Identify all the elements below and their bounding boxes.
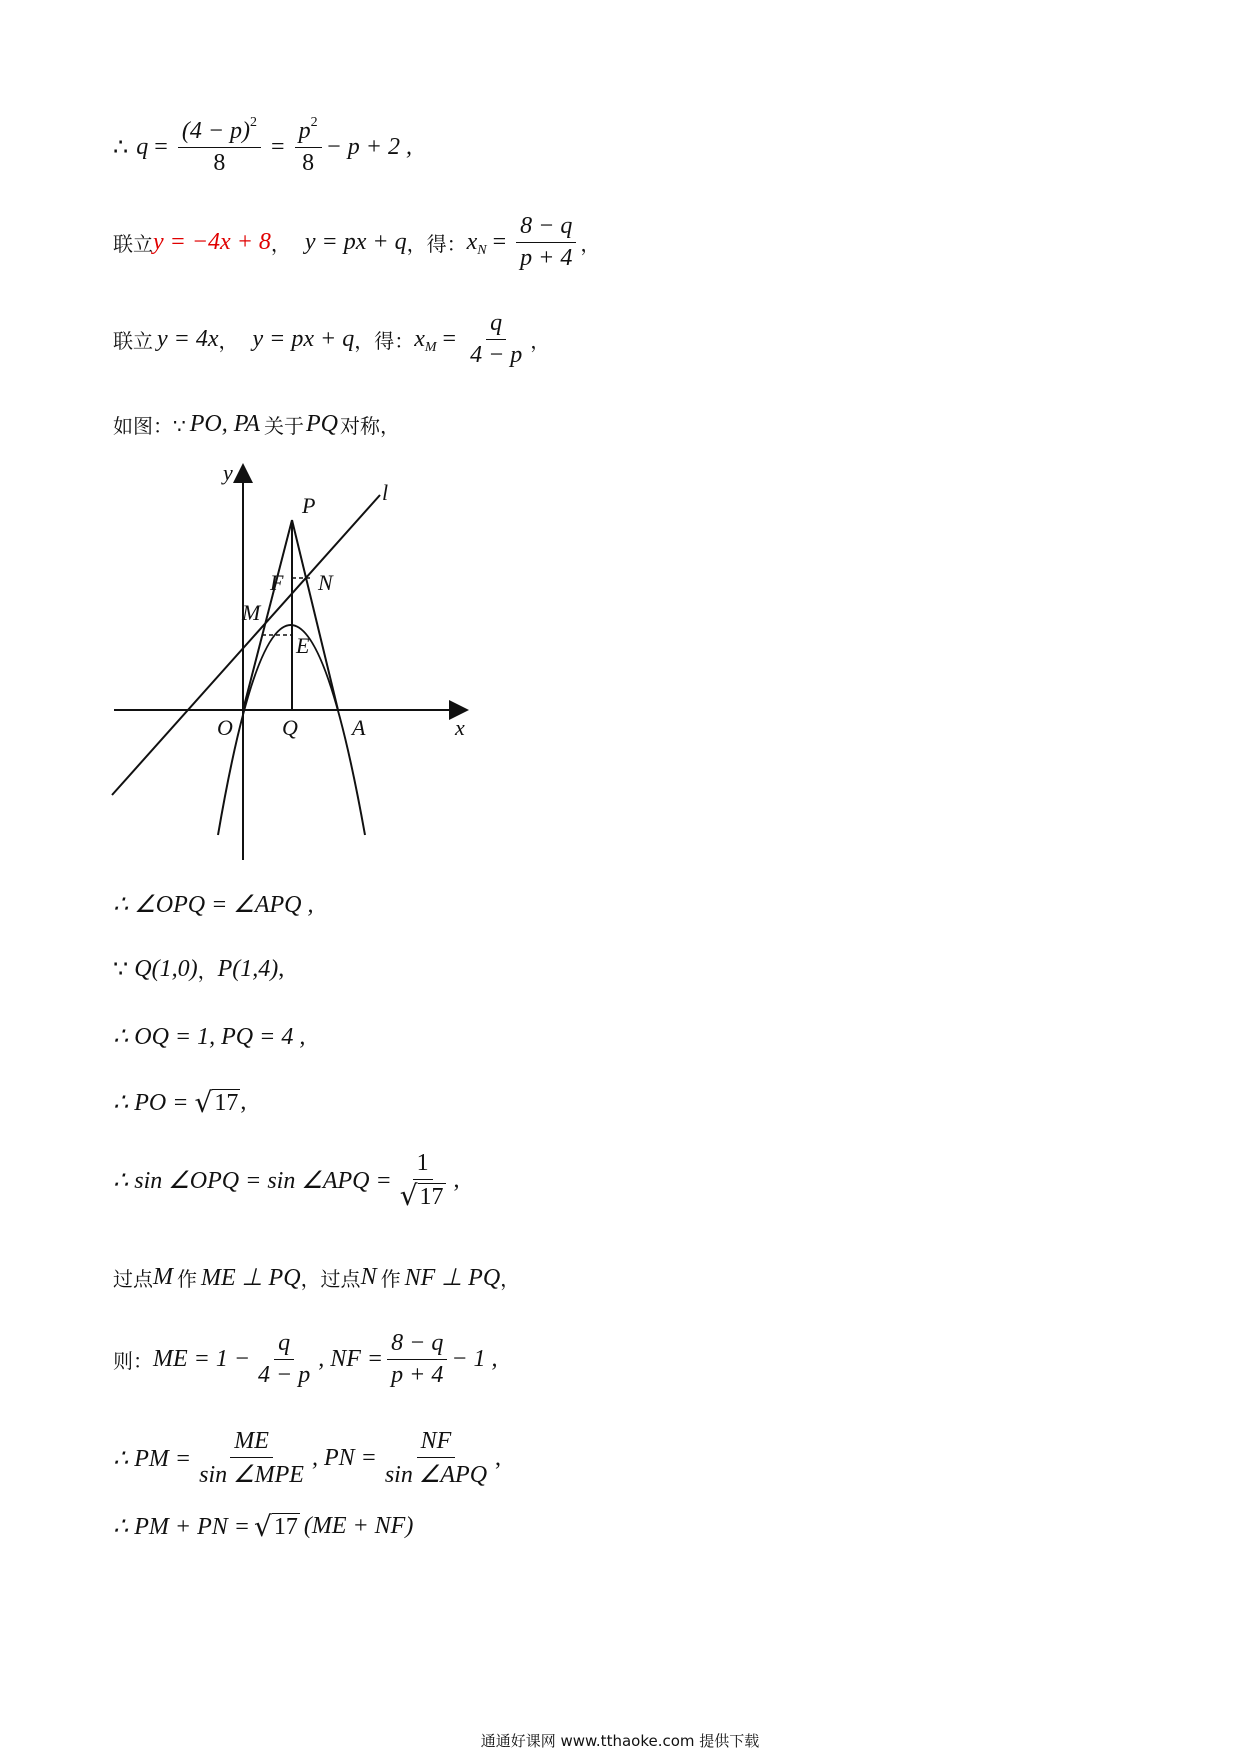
fraction: $\frac{p^2}{8}$ xyxy=(295,118,322,177)
equation-xm: 联立 y = 4x ， y = px + q ， 得： x M = $\frac{q}{4 - p}$ ， xyxy=(113,310,551,368)
parabola-figure xyxy=(110,455,490,875)
perpendicular-construction: 过点 M 作 ME ⊥ PQ ，过点 N 作 NF ⊥ PQ ， xyxy=(113,1264,521,1291)
square-root: √ 17 xyxy=(253,1509,298,1543)
fraction: $\frac{ME}{\text{sin ∠MPE}}$ xyxy=(199,1428,304,1488)
fraction: 1 √ 17 xyxy=(399,1150,444,1212)
po-length: ∴ PO = √ 17 , xyxy=(113,1085,247,1119)
label-x: x xyxy=(455,715,465,740)
label-l: l xyxy=(382,480,389,505)
square-root: √ 17 xyxy=(194,1085,239,1119)
points-statement: ∵ Q(1,0) ， P(1,4) , xyxy=(113,956,285,983)
fraction: $\frac{8 - q}{p + 4}$ xyxy=(516,213,576,272)
fraction: $\frac{8 - q}{p + 4}$ xyxy=(387,1330,447,1389)
square-root: √ 17 xyxy=(399,1179,444,1212)
label-m: M xyxy=(242,600,261,625)
label-q: Q xyxy=(282,715,298,740)
sine-statement: ∴ sin ∠OPQ = sin ∠APQ = 1 √ 17 , xyxy=(113,1150,460,1212)
symmetry-statement: 如图：∵ PO, PA 关于 PQ 对称， xyxy=(113,411,400,438)
lengths-statement: ∴ OQ = 1, PQ = 4 , xyxy=(113,1024,306,1050)
equation-q: ∴ q = $\frac{(4 - p)^2}{8}$ = $\frac{p^2}{8}$ − p + 2 , xyxy=(113,115,412,176)
fraction: $\frac{q}{4 - p}$ xyxy=(470,310,523,368)
angle-equality: ∴ ∠OPQ = ∠APQ , xyxy=(113,892,314,918)
label-y: y xyxy=(223,460,233,485)
line-l xyxy=(112,495,380,795)
fraction: $\frac{(4 - p)^2}{8}$ xyxy=(178,118,261,177)
pm-pn-expression: ∴ PM = $\frac{ME}{\text{sin ∠MPE}}$ , PN = $\frac{NF}{\text{sin ∠APQ}}$ , xyxy=(113,1428,502,1488)
label-f: F xyxy=(270,570,284,595)
sum-expression: ∴ PM + PN = √ 17 (ME + NF) xyxy=(113,1509,414,1543)
fraction: $\frac{NF}{\text{sin ∠APQ}}$ xyxy=(384,1428,488,1488)
label-e: E xyxy=(296,633,310,658)
fraction: $\frac{q}{4 - p}$ xyxy=(258,1330,311,1388)
footer: 通通好课网 www.tthaoke.com 提供下载 xyxy=(480,1732,760,1750)
me-nf-expression: 则： ME = 1 − $\frac{q}{4 - p}$ , NF = $\frac{8 - q}{p + 4}$ − 1 , xyxy=(113,1330,498,1388)
label-a: A xyxy=(352,715,366,740)
label-o: O xyxy=(217,715,233,740)
label-n: N xyxy=(318,570,333,595)
label-p: P xyxy=(302,493,316,518)
equation-xn: 联立 y = −4x + 8 ， y = px + q ， 得： x N = $\frac{8 - q}{p + 4}$ ， xyxy=(113,213,601,271)
